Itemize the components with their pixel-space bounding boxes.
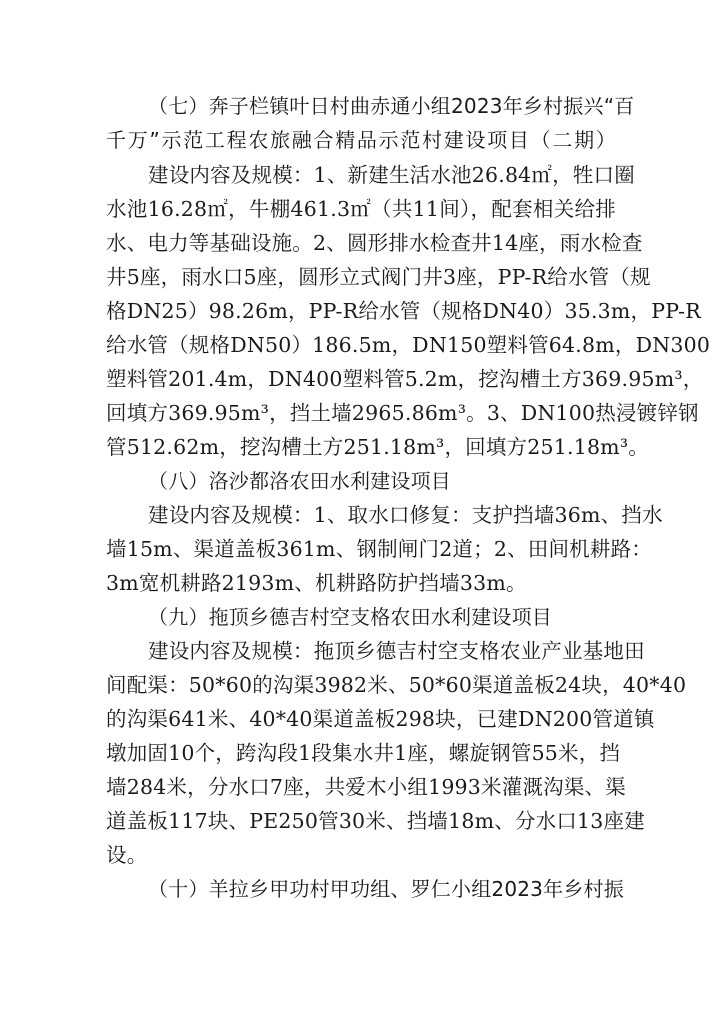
section-8-body-line: 3m宽机耕路2193m、机耕路防护挡墙33m。 bbox=[106, 571, 527, 595]
section-8-body-line: 建设内容及规模：1、取水口修复：支护挡墙36m、挡水 bbox=[148, 503, 663, 527]
section-7-heading-line-2: 千万”示范工程农旅融合精品示范村建设项目（二期） bbox=[106, 128, 616, 152]
section-7-body-line: 井5座，雨水口5座，圆形立式阀门井3座，PP-R给水管（规 bbox=[106, 265, 651, 289]
section-7-body-line: 水、电力等基础设施。2、圆形排水检查井14座，雨水检查 bbox=[106, 231, 643, 255]
section-9-heading: （九）拖顶乡德吉村空支格农田水利建设项目 bbox=[148, 605, 552, 629]
section-8-body-line: 墙15m、渠道盖板361m、钢制闸门2道；2、田间机耕路： bbox=[106, 537, 652, 561]
section-9-body-line: 间配渠：50*60的沟渠3982米、50*60渠道盖板24块，40*40 bbox=[106, 673, 687, 697]
section-7-body-line: 回填方369.95m³，挡土墙2965.86m³。3、DN100热浸镀锌钢 bbox=[106, 401, 699, 425]
section-8-heading: （八）洛沙都洛农田水利建设项目 bbox=[148, 469, 451, 493]
section-7-body-line: 管512.62m，挖沟槽土方251.18m³，回填方251.18m³。 bbox=[106, 435, 649, 459]
section-7-body-line: 建设内容及规模：1、新建生活水池26.84㎡，牲口圈 bbox=[148, 163, 635, 187]
section-7-body-line: 给水管（规格DN50）186.5m，DN150塑料管64.8m，DN300 bbox=[106, 333, 711, 357]
section-9-body-line: 设。 bbox=[106, 843, 148, 867]
section-7-body-line: 格DN25）98.26m，PP-R给水管（规格DN40）35.3m，PP-R bbox=[106, 299, 701, 323]
section-7-body-line: 塑料管201.4m，DN400塑料管5.2m，挖沟槽土方369.95m³， bbox=[106, 367, 704, 391]
section-7-heading-line-1: （七）奔子栏镇叶日村曲赤通小组2023年乡村振兴“百 bbox=[148, 94, 635, 118]
section-9-body-line: 建设内容及规模：拖顶乡德吉村空支格农业产业基地田 bbox=[148, 639, 645, 663]
section-9-body-line: 的沟渠641米、40*40渠道盖板298块，已建DN200管道镇 bbox=[106, 707, 655, 731]
section-7-body-line: 水池16.28㎡，牛棚461.3㎡（共11间），配套相关给排 bbox=[106, 197, 616, 221]
section-9-body-line: 墩加固10个，跨沟段1段集水井1座，螺旋钢管55米，挡 bbox=[106, 741, 621, 765]
section-9-body-line: 墙284米，分水口7座，共爱木小组1993米灌溉沟渠、渠 bbox=[106, 775, 626, 799]
section-10-heading-line-1: （十）羊拉乡甲功村甲功组、罗仁小组2023年乡村振 bbox=[148, 877, 624, 901]
section-9-body-line: 道盖板117块、PE250管30米、挡墙18m、分水口13座建 bbox=[106, 809, 645, 833]
